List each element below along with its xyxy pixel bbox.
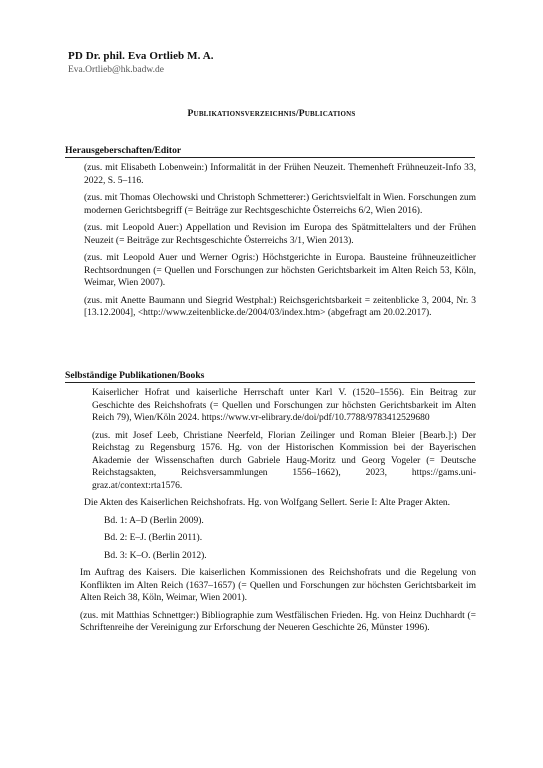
section-heading-editor: Herausgeberschaften/Editor <box>65 145 475 158</box>
book-entry: Im Auftrag des Kaisers. Die kaiserlichen Kommissionen des Reichshofrats und die Regelung von Konflikten im Alten Reich (1637–1657) (= Quellen und Forschungen zur höchsten Gerichtsbarkeit im Alten Reich 38, Köln, Weimar, Wien 2001). <box>80 568 476 603</box>
author-name: PD Dr. phil. Eva Ortlieb M. A. <box>68 50 214 62</box>
books-entries <box>80 387 476 640</box>
book-entry: (zus. mit Josef Leeb, Christiane Neerfeld, Florian Zeilinger und Roman Bleier [Bearb.]:) Der Reichstag zu Regensburg 1576. Hg. von der Historischen Kommission bei der Bayerischen Akademie der Wissenschaften durch Gabriele Haug-Moritz und Georg Vogeler (= Deutsche Reichstagsakten, Reichsversammlungen 1556–1662), 2023, https://gams.uni-graz.at/context:rta1576. <box>92 430 476 491</box>
author-email[interactable]: Eva.Ortlieb@hk.badw.de <box>68 65 164 75</box>
book-volume: Bd. 3: K–O. (Berlin 2012). <box>104 550 207 561</box>
editor-entry: (zus. mit Thomas Olechowski und Christoph Schmetterer:) Gerichtsvielfalt in Wien. Forschungen zum modernen Gerichtsbegriff (= Beiträge zur Rechtsgeschichte Österreichs 6/2, Wien 2016). <box>84 193 476 216</box>
book-entry: (zus. mit Matthias Schnettger:) Bibliographie zum Westfälischen Frieden. Hg. von Heinz Duchhardt (= Schriftenreihe der Vereinigung zur Erforschung der Neueren Geschichte 26, Münster 1996). <box>80 610 476 633</box>
document-title: Publikationsverzeichnis/Publications <box>187 108 356 119</box>
editor-entries <box>84 162 476 325</box>
book-entry: Die Akten des Kaiserlichen Reichshofrats. Hg. von Wolfgang Sellert. Serie I: Alte Prager Akten. <box>84 498 451 508</box>
book-entry: Kaiserlicher Hofrat und kaiserliche Herrschaft unter Karl V. (1520–1556). Ein Beitrag zur Geschichte des Reichshofrats (= Quellen und Forschungen zur höchsten Gerichtsbarkeit im Alten Reich 79), Wien/Köln 2024. https://www.vr-elibrary.de/doi/pdf/10.7788/9783412529680 <box>92 388 476 423</box>
editor-entry: (zus. mit Elisabeth Lobenwein:) Informalität in der Frühen Neuzeit. Themenheft Frühneuzeit-Info 33, 2022, S. 5–116. <box>84 163 476 186</box>
book-volume: Bd. 1: A–D (Berlin 2009). <box>104 515 204 526</box>
book-volume: Bd. 2: E–J. (Berlin 2011). <box>104 533 203 543</box>
editor-entry: (zus. mit Anette Baumann und Siegrid Westphal:) Reichsgerichtsbarkeit = zeitenblicke 3, 2004, Nr. 3 [13.12.2004], <http://www.zeitenblicke.de/2004/03/index.htm> (abgefragt am 20.02.2017). <box>84 295 476 318</box>
section-heading-books: Selbständige Publikationen/Books <box>65 370 475 383</box>
editor-entry: (zus. mit Leopold Auer und Werner Ogris:) Höchstgerichte in Europa. Bausteine frühneuzeitlicher Rechtsordnungen (= Quellen und Forschungen zur höchsten Gerichtsbarkeit im Alten Reich 53, Köln, Weimar, Wien 2007). <box>84 253 476 288</box>
editor-entry: (zus. mit Leopold Auer:) Appellation und Revision im Europa des Spätmittelalters und der Frühen Neuzeit (= Beiträge zur Rechtsgeschichte Österreichs 3/1, Wien 2013). <box>84 223 476 246</box>
